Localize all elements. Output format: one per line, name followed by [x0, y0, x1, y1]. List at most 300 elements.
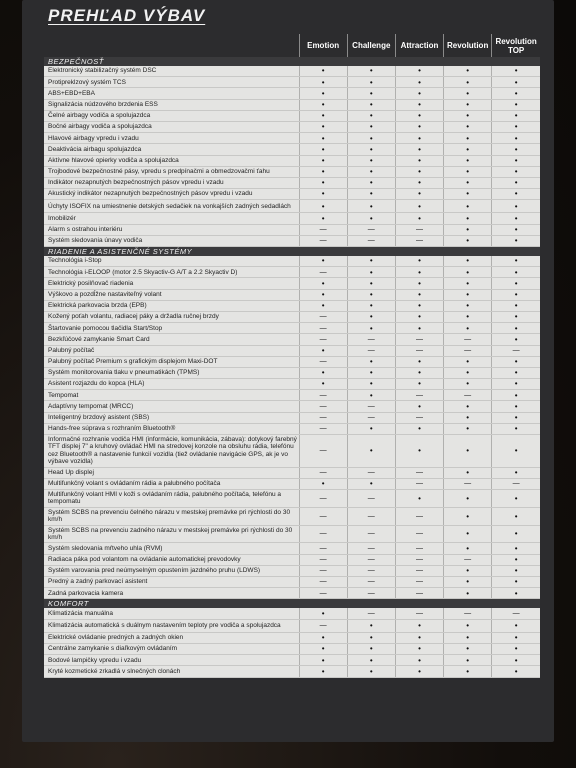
included-dot-icon: • [347, 278, 395, 289]
included-dot-icon: • [347, 88, 395, 99]
included-dot-icon: • [492, 525, 540, 543]
included-dot-icon: • [395, 619, 443, 632]
included-dot-icon: • [492, 166, 540, 177]
not-available-dash: — [347, 525, 395, 543]
not-available-dash: — [299, 235, 347, 246]
table-row [44, 643, 540, 654]
header-feature-column [44, 34, 299, 57]
included-dot-icon: • [444, 632, 492, 643]
included-dot-icon: • [299, 608, 347, 619]
table-row [44, 88, 540, 99]
feature-label: Asistent rozjazdu do kopca (HLA) [44, 379, 299, 390]
table-row [44, 110, 540, 121]
feature-label: Predný a zadný parkovací asistent [44, 577, 299, 588]
feature-label: Kryté kozmetické zrkadlá v slnečných clonách [44, 666, 299, 677]
included-dot-icon: • [492, 121, 540, 132]
included-dot-icon: • [492, 278, 540, 289]
feature-label: Systém SCBS na prevenciu zadného nárazu v mestskej premávke pri rýchlosti do 30 km/h [44, 525, 299, 543]
included-dot-icon: • [444, 256, 492, 267]
page-title: PREHĽAD VÝBAV [48, 6, 206, 25]
feature-label: Klimatizácia automatická s duálnym nastavením teploty pre vodiča a spolujazdca [44, 619, 299, 632]
included-dot-icon: • [444, 88, 492, 99]
included-dot-icon: • [347, 121, 395, 132]
not-available-dash: — [299, 323, 347, 334]
table-row [44, 435, 540, 468]
not-available-dash: — [299, 467, 347, 478]
included-dot-icon: • [395, 643, 443, 654]
included-dot-icon: • [444, 412, 492, 423]
included-dot-icon: • [492, 256, 540, 267]
not-available-dash: — [347, 490, 395, 508]
equipment-table [44, 34, 540, 678]
included-dot-icon: • [395, 267, 443, 278]
not-available-dash: — [299, 577, 347, 588]
table-row [44, 467, 540, 478]
not-available-dash: — [395, 412, 443, 423]
included-dot-icon: • [299, 189, 347, 200]
included-dot-icon: • [299, 88, 347, 99]
not-available-dash: — [444, 478, 492, 489]
table-row [44, 166, 540, 177]
table-row [44, 608, 540, 619]
not-available-dash: — [395, 554, 443, 565]
included-dot-icon: • [299, 177, 347, 188]
included-dot-icon: • [492, 577, 540, 588]
feature-label: Deaktivácia airbagu spolujazdca [44, 144, 299, 155]
included-dot-icon: • [492, 390, 540, 401]
included-dot-icon: • [347, 619, 395, 632]
included-dot-icon: • [444, 311, 492, 322]
included-dot-icon: • [492, 334, 540, 345]
included-dot-icon: • [395, 379, 443, 390]
included-dot-icon: • [299, 379, 347, 390]
table-row [44, 144, 540, 155]
table-row [44, 412, 540, 423]
included-dot-icon: • [492, 554, 540, 565]
not-available-dash: — [347, 577, 395, 588]
included-dot-icon: • [444, 144, 492, 155]
not-available-dash: — [347, 507, 395, 525]
included-dot-icon: • [299, 632, 347, 643]
feature-label: Systém varovania pred neúmyselným opustením jazdného pruhu (LDWS) [44, 565, 299, 576]
included-dot-icon: • [444, 619, 492, 632]
header-challenge: Challenge [347, 34, 395, 57]
not-available-dash: — [395, 345, 443, 356]
table-row [44, 588, 540, 599]
included-dot-icon: • [395, 435, 443, 468]
table-row [44, 423, 540, 434]
included-dot-icon: • [347, 435, 395, 468]
included-dot-icon: • [492, 356, 540, 367]
feature-label: Bodové lampičky vpredu i vzadu [44, 655, 299, 666]
included-dot-icon: • [395, 133, 443, 144]
included-dot-icon: • [492, 412, 540, 423]
included-dot-icon: • [299, 121, 347, 132]
header-revolution-top: Revolution TOP [492, 34, 540, 57]
not-available-dash: — [347, 224, 395, 235]
not-available-dash: — [395, 608, 443, 619]
table-row [44, 155, 540, 166]
included-dot-icon: • [395, 66, 443, 77]
not-available-dash: — [395, 390, 443, 401]
included-dot-icon: • [395, 655, 443, 666]
included-dot-icon: • [492, 77, 540, 88]
not-available-dash: — [492, 345, 540, 356]
included-dot-icon: • [299, 256, 347, 267]
included-dot-icon: • [492, 133, 540, 144]
included-dot-icon: • [444, 435, 492, 468]
table-row [44, 554, 540, 565]
included-dot-icon: • [395, 367, 443, 378]
feature-label: Head Up displej [44, 467, 299, 478]
included-dot-icon: • [444, 565, 492, 576]
included-dot-icon: • [492, 224, 540, 235]
included-dot-icon: • [492, 155, 540, 166]
included-dot-icon: • [299, 367, 347, 378]
not-available-dash: — [299, 543, 347, 554]
included-dot-icon: • [444, 289, 492, 300]
table-row [44, 213, 540, 224]
feature-label: Aktívne hlavové opierky vodiča a spolujazdca [44, 155, 299, 166]
included-dot-icon: • [444, 300, 492, 311]
table-row [44, 311, 540, 322]
included-dot-icon: • [492, 177, 540, 188]
included-dot-icon: • [492, 632, 540, 643]
not-available-dash: — [347, 467, 395, 478]
table-row [44, 256, 540, 267]
not-available-dash: — [395, 525, 443, 543]
feature-label: Akustický indikátor nezapnutých bezpečnostných pásov vpredu i vzadu [44, 189, 299, 200]
included-dot-icon: • [395, 189, 443, 200]
table-row [44, 323, 540, 334]
feature-label: Štartovanie pomocou tlačidla Start/Stop [44, 323, 299, 334]
included-dot-icon: • [444, 213, 492, 224]
included-dot-icon: • [347, 478, 395, 489]
included-dot-icon: • [444, 367, 492, 378]
table-row [44, 367, 540, 378]
included-dot-icon: • [444, 356, 492, 367]
feature-label: Informačné rozhranie vodiča HMI (informácie, komunikácia, zábava): dotykový farebný TFT displej 7" a kruhový ovládač HMI na stredovej konzole na obsluhu rádia, telefónu cez Bluetooth® a nastavenie funkcií vozidla (tiež ovládanie navigácie GPS, ak je vo výbave vozidla) [44, 435, 299, 468]
table-row [44, 565, 540, 576]
included-dot-icon: • [492, 379, 540, 390]
feature-label: Systém SCBS na prevenciu čelného nárazu v mestskej premávke pri rýchlosti do 30 km/h [44, 507, 299, 525]
included-dot-icon: • [444, 401, 492, 412]
feature-label: Radiaca páka pod volantom na ovládanie automatickej prevodovky [44, 554, 299, 565]
included-dot-icon: • [492, 507, 540, 525]
not-available-dash: — [299, 554, 347, 565]
included-dot-icon: • [299, 166, 347, 177]
feature-label: Bezkľúčové zamykanie Smart Card [44, 334, 299, 345]
included-dot-icon: • [347, 213, 395, 224]
included-dot-icon: • [444, 278, 492, 289]
table-row [44, 619, 540, 632]
feature-label: Systém sledovania mŕtveho uhla (RVM) [44, 543, 299, 554]
included-dot-icon: • [492, 110, 540, 121]
included-dot-icon: • [444, 235, 492, 246]
not-available-dash: — [444, 390, 492, 401]
included-dot-icon: • [492, 619, 540, 632]
not-available-dash: — [299, 588, 347, 599]
table-row [44, 177, 540, 188]
included-dot-icon: • [347, 655, 395, 666]
included-dot-icon: • [444, 166, 492, 177]
included-dot-icon: • [492, 289, 540, 300]
included-dot-icon: • [347, 189, 395, 200]
included-dot-icon: • [299, 144, 347, 155]
included-dot-icon: • [347, 289, 395, 300]
included-dot-icon: • [492, 235, 540, 246]
included-dot-icon: • [395, 177, 443, 188]
not-available-dash: — [299, 356, 347, 367]
included-dot-icon: • [444, 133, 492, 144]
feature-label: Úchyty ISOFIX na umiestnenie detských sedačiek na vonkajších zadných sedadlách [44, 200, 299, 213]
not-available-dash: — [299, 565, 347, 576]
included-dot-icon: • [492, 323, 540, 334]
included-dot-icon: • [492, 66, 540, 77]
table-row [44, 490, 540, 508]
feature-label: Kožený poťah volantu, radiacej páky a držadla ručnej brzdy [44, 311, 299, 322]
feature-label: Inteligentný brzdový asistent (SBS) [44, 412, 299, 423]
included-dot-icon: • [444, 643, 492, 654]
included-dot-icon: • [444, 379, 492, 390]
included-dot-icon: • [395, 490, 443, 508]
not-available-dash: — [299, 507, 347, 525]
not-available-dash: — [395, 224, 443, 235]
included-dot-icon: • [299, 66, 347, 77]
included-dot-icon: • [395, 300, 443, 311]
included-dot-icon: • [347, 177, 395, 188]
included-dot-icon: • [492, 565, 540, 576]
feature-label: Palubný počítač [44, 345, 299, 356]
table-row [44, 655, 540, 666]
section-header [44, 57, 540, 66]
feature-label: Technológia i-Stop [44, 256, 299, 267]
included-dot-icon: • [492, 300, 540, 311]
included-dot-icon: • [347, 133, 395, 144]
table-row [44, 507, 540, 525]
table-row [44, 200, 540, 213]
feature-label: Výškovo a pozdĺžne nastaviteľný volant [44, 289, 299, 300]
table-row [44, 390, 540, 401]
included-dot-icon: • [492, 435, 540, 468]
table-row [44, 133, 540, 144]
included-dot-icon: • [395, 144, 443, 155]
included-dot-icon: • [444, 189, 492, 200]
header-revolution: Revolution [444, 34, 492, 57]
table-row [44, 189, 540, 200]
not-available-dash: — [299, 224, 347, 235]
included-dot-icon: • [444, 588, 492, 599]
included-dot-icon: • [492, 88, 540, 99]
included-dot-icon: • [492, 543, 540, 554]
included-dot-icon: • [347, 666, 395, 677]
included-dot-icon: • [347, 643, 395, 654]
included-dot-icon: • [299, 133, 347, 144]
table-row [44, 345, 540, 356]
feature-label: Imobilizér [44, 213, 299, 224]
included-dot-icon: • [395, 289, 443, 300]
feature-label: Zadná parkovacia kamera [44, 588, 299, 599]
included-dot-icon: • [299, 478, 347, 489]
not-available-dash: — [299, 267, 347, 278]
included-dot-icon: • [347, 379, 395, 390]
included-dot-icon: • [347, 423, 395, 434]
not-available-dash: — [395, 334, 443, 345]
not-available-dash: — [395, 543, 443, 554]
feature-label: Protipreklzový systém TCS [44, 77, 299, 88]
table-row [44, 77, 540, 88]
not-available-dash: — [347, 608, 395, 619]
table-row [44, 99, 540, 110]
included-dot-icon: • [492, 189, 540, 200]
feature-label: Tempomat [44, 390, 299, 401]
included-dot-icon: • [444, 110, 492, 121]
not-available-dash: — [395, 565, 443, 576]
included-dot-icon: • [444, 224, 492, 235]
included-dot-icon: • [347, 155, 395, 166]
not-available-dash: — [347, 345, 395, 356]
table-row [44, 300, 540, 311]
included-dot-icon: • [395, 666, 443, 677]
included-dot-icon: • [492, 423, 540, 434]
included-dot-icon: • [395, 256, 443, 267]
included-dot-icon: • [492, 490, 540, 508]
not-available-dash: — [444, 334, 492, 345]
feature-label: Signalizácia núdzového brzdenia ESS [44, 99, 299, 110]
section-title: RIADENIE A ASISTENČNÉ SYSTÉMY [44, 247, 540, 257]
included-dot-icon: • [395, 356, 443, 367]
not-available-dash: — [492, 608, 540, 619]
included-dot-icon: • [395, 213, 443, 224]
included-dot-icon: • [444, 666, 492, 677]
feature-label: Elektrické ovládanie predných a zadných okien [44, 632, 299, 643]
included-dot-icon: • [492, 311, 540, 322]
feature-label: Multifunkčný volant s ovládaním rádia a palubného počítača [44, 478, 299, 489]
not-available-dash: — [347, 588, 395, 599]
included-dot-icon: • [395, 632, 443, 643]
included-dot-icon: • [299, 300, 347, 311]
table-row [44, 224, 540, 235]
included-dot-icon: • [492, 666, 540, 677]
included-dot-icon: • [492, 213, 540, 224]
not-available-dash: — [395, 507, 443, 525]
header-emotion: Emotion [299, 34, 347, 57]
included-dot-icon: • [347, 323, 395, 334]
table-row [44, 525, 540, 543]
not-available-dash: — [299, 490, 347, 508]
not-available-dash: — [299, 390, 347, 401]
included-dot-icon: • [492, 144, 540, 155]
not-available-dash: — [299, 435, 347, 468]
section-header [44, 247, 540, 257]
table-body [44, 57, 540, 677]
feature-label: Čelné airbagy vodiča a spolujazdca [44, 110, 299, 121]
included-dot-icon: • [444, 467, 492, 478]
table-row [44, 235, 540, 246]
table-row [44, 401, 540, 412]
included-dot-icon: • [347, 66, 395, 77]
not-available-dash: — [395, 478, 443, 489]
included-dot-icon: • [347, 110, 395, 121]
included-dot-icon: • [492, 200, 540, 213]
table-row [44, 577, 540, 588]
feature-label: Adaptívny tempomat (MRCC) [44, 401, 299, 412]
not-available-dash: — [299, 525, 347, 543]
not-available-dash: — [347, 412, 395, 423]
not-available-dash: — [299, 334, 347, 345]
included-dot-icon: • [395, 99, 443, 110]
included-dot-icon: • [492, 99, 540, 110]
not-available-dash: — [347, 543, 395, 554]
included-dot-icon: • [492, 267, 540, 278]
not-available-dash: — [299, 619, 347, 632]
table-row [44, 478, 540, 489]
included-dot-icon: • [347, 77, 395, 88]
table-row [44, 356, 540, 367]
included-dot-icon: • [299, 110, 347, 121]
table-row [44, 334, 540, 345]
included-dot-icon: • [347, 367, 395, 378]
not-available-dash: — [299, 401, 347, 412]
table-row [44, 267, 540, 278]
included-dot-icon: • [395, 155, 443, 166]
feature-label: Trojbodové bezpečnostné pásy, vpredu s predpínačmi a obmedzovačmi ťahu [44, 166, 299, 177]
table-row [44, 632, 540, 643]
included-dot-icon: • [299, 643, 347, 654]
feature-label: Hands-free súprava s rozhraním Bluetooth® [44, 423, 299, 434]
included-dot-icon: • [299, 345, 347, 356]
not-available-dash: — [347, 334, 395, 345]
feature-label: Bočné airbagy vodiča a spolujazdca [44, 121, 299, 132]
not-available-dash: — [347, 235, 395, 246]
feature-label: Centrálne zamykanie s diaľkovým ovládaním [44, 643, 299, 654]
included-dot-icon: • [492, 655, 540, 666]
included-dot-icon: • [347, 256, 395, 267]
table-row [44, 121, 540, 132]
table-row [44, 66, 540, 77]
included-dot-icon: • [299, 666, 347, 677]
feature-label: Alarm s ostrahou interiéru [44, 224, 299, 235]
included-dot-icon: • [444, 121, 492, 132]
not-available-dash: — [395, 588, 443, 599]
included-dot-icon: • [444, 200, 492, 213]
section-title: KOMFORT [44, 599, 540, 609]
table-row [44, 666, 540, 677]
included-dot-icon: • [347, 390, 395, 401]
not-available-dash: — [444, 608, 492, 619]
feature-label: Indikátor nezapnutých bezpečnostných pásov vpredu i vzadu [44, 177, 299, 188]
not-available-dash: — [395, 235, 443, 246]
not-available-dash: — [444, 345, 492, 356]
included-dot-icon: • [444, 99, 492, 110]
included-dot-icon: • [347, 200, 395, 213]
included-dot-icon: • [444, 267, 492, 278]
feature-label: Elektrická parkovacia brzda (EPB) [44, 300, 299, 311]
included-dot-icon: • [492, 367, 540, 378]
feature-label: Systém monitorovania tlaku v pneumatikách (TPMS) [44, 367, 299, 378]
included-dot-icon: • [492, 643, 540, 654]
feature-label: Klimatizácia manuálna [44, 608, 299, 619]
included-dot-icon: • [299, 655, 347, 666]
included-dot-icon: • [347, 99, 395, 110]
section-title: BEZPEČNOSŤ [44, 57, 540, 66]
included-dot-icon: • [347, 267, 395, 278]
table-row [44, 379, 540, 390]
included-dot-icon: • [347, 356, 395, 367]
not-available-dash: — [347, 554, 395, 565]
included-dot-icon: • [492, 401, 540, 412]
included-dot-icon: • [395, 423, 443, 434]
